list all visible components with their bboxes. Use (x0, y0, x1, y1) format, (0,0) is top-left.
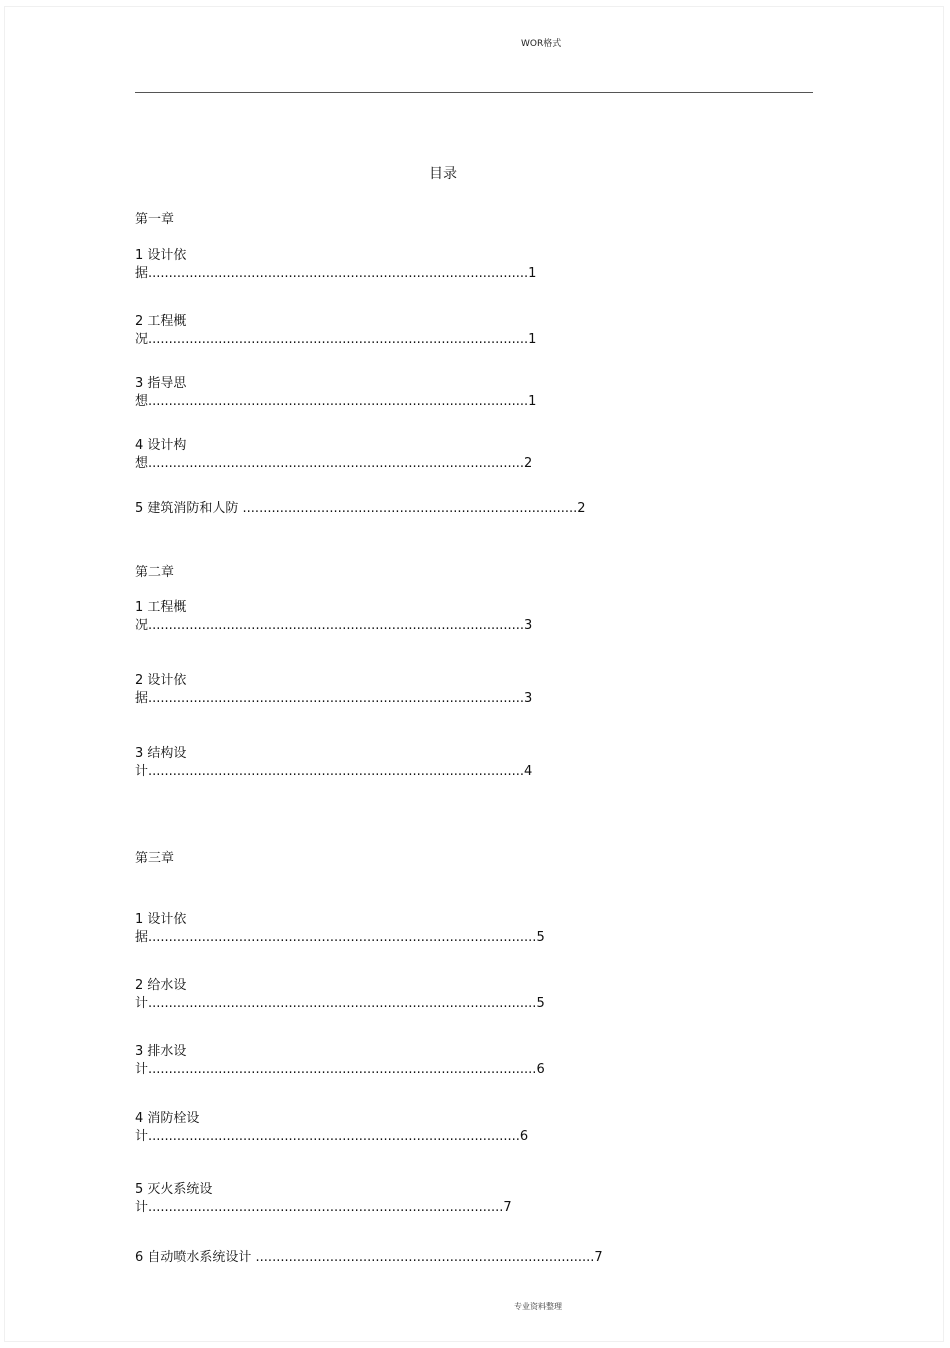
toc-entry[interactable]: 5 建筑消防和人防 .................................................................................2 (135, 501, 586, 516)
toc-entry-title[interactable]: 4 设计构 (135, 438, 187, 453)
toc-title: 目录 (429, 166, 457, 182)
chapter-heading: 第一章 (135, 212, 175, 227)
header-rule (135, 92, 813, 93)
toc-entry-title[interactable]: 3 结构设 (135, 746, 187, 761)
chapter-heading: 第三章 (135, 851, 175, 866)
toc-entry-title[interactable]: 1 设计依 (135, 248, 187, 263)
toc-entry-title[interactable]: 2 工程概 (135, 314, 187, 329)
toc-entry[interactable]: 6 自动喷水系统设计 ..................................................................................7 (135, 1250, 603, 1265)
toc-entry-title[interactable]: 1 设计依 (135, 912, 187, 927)
toc-entry-page-line[interactable]: 况............................................................................................1 (135, 332, 537, 347)
toc-entry-page-line[interactable]: 想...........................................................................................2 (135, 456, 533, 471)
toc-entry-title[interactable]: 2 设计依 (135, 673, 187, 688)
toc-entry-title[interactable]: 5 灭火系统设 (135, 1182, 213, 1197)
toc-entry-page-line[interactable]: 据..............................................................................................5 (135, 930, 545, 945)
toc-entry-page-line[interactable]: 计..............................................................................................6 (135, 1062, 545, 1077)
toc-entry-page-line[interactable]: 计..........................................................................................6 (135, 1129, 529, 1144)
toc-entry-page-line[interactable]: 据...........................................................................................3 (135, 691, 533, 706)
toc-entry-page-line[interactable]: 想............................................................................................1 (135, 394, 537, 409)
toc-entry-title[interactable]: 3 指导思 (135, 376, 187, 391)
toc-entry-title[interactable]: 1 工程概 (135, 600, 187, 615)
toc-entry-page-line[interactable]: 计......................................................................................7 (135, 1200, 512, 1215)
toc-entry-title[interactable]: 2 给水设 (135, 978, 187, 993)
toc-entry-page-line[interactable]: 况...........................................................................................3 (135, 618, 533, 633)
chapter-heading: 第二章 (135, 565, 175, 580)
toc-entry-title[interactable]: 3 排水设 (135, 1044, 187, 1059)
page-footer: 专业资料整理 (514, 1302, 562, 1311)
toc-entry-page-line[interactable]: 据............................................................................................1 (135, 266, 537, 281)
toc-entry-page-line[interactable]: 计..............................................................................................5 (135, 996, 545, 1011)
toc-entry-title[interactable]: 4 消防栓设 (135, 1111, 200, 1126)
toc-entry-page-line[interactable]: 计...........................................................................................4 (135, 764, 533, 779)
page-header: WOR格式 (521, 39, 562, 49)
